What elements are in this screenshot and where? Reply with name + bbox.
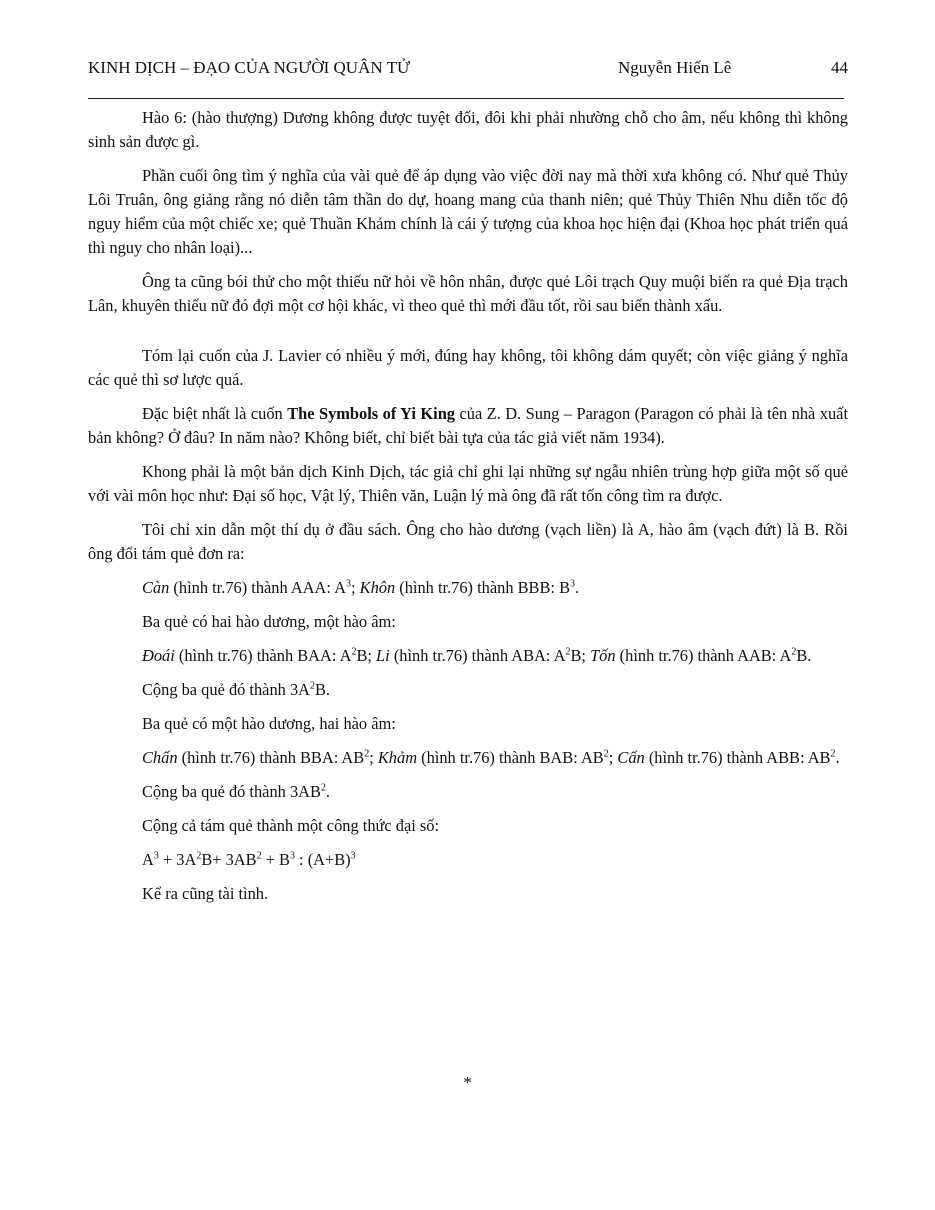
paragraph: Phần cuối ông tìm ý nghĩa của vài quẻ để áp dụng vào việc đời nay mà thời xưa không có. Như quẻ Thủy Lôi Truân, ông giảng rằng nó diễn tâm thần do dự, hoang mang của thanh niên; quẻ Thủy Thiên Nhu diễn tốc độ nguy hiểm của một chiếc xe; quẻ Thuần Khảm chính là cái ý tượng của khoa học hiện đại (Khoa học phát triển quá thì nguy cho nhân loại)...	[88, 166, 848, 257]
algebra-formula: $A^3 + 3A^2B+ 3AB^2 + B^3$ : $(A+B)^3$	[142, 850, 356, 869]
paragraph: Ba quẻ có một hào dương, hai hào âm:	[142, 714, 396, 733]
formula-line: Càn (hình tr.76) thành AAA: $A^3$; Khôn (hình tr.76) thành BBB: $B^3$.	[142, 578, 580, 597]
paragraph: Cộng cả tám quẻ thành một công thức đại số:	[142, 816, 440, 835]
paragraph: Tóm lại cuốn của J. Lavier có nhiều ý mới, đúng hay không, tôi không dám quyết; còn việc giảng ý nghĩa các quẻ thì sơ lược quá.	[88, 346, 848, 389]
body-text	[88, 106, 848, 916]
section-separator: *	[463, 1073, 472, 1092]
paragraph: Kể ra cũng tài tình.	[142, 884, 269, 903]
paragraph: Khong phải là một bản dịch Kinh Dịch, tác giả chỉ ghi lại những sự ngẫu nhiên trùng hợp giữa một số quẻ với vài môn học như: Đại số học, Vật lý, Thiên văn, Luận lý mà ông đã rất tốn công tìm ra được.	[88, 462, 848, 505]
paragraph: Đặc biệt nhất là cuốn The Symbols of Yi King của Z. D. Sung – Paragon (Paragon có phải là tên nhà xuất bản không? Ở đâu? In năm nào? Không biết, chỉ biết bài tựa của tác giả viết năm 1934).	[88, 404, 848, 447]
paragraph: Hào 6: (hào thượng) Dương không được tuyệt đối, đôi khi phải nhường chỗ cho âm, nếu không thì không sinh sản được gì.	[88, 108, 848, 151]
page-header	[88, 58, 848, 80]
book-title-bold: The Symbols of Yi King	[287, 404, 456, 423]
formula-line: Chấn (hình tr.76) thành BBA: $AB^2$; Khảm (hình tr.76) thành BAB: $AB^2$; Cấn (hình tr.76) thành ABB: $AB^2$.	[142, 748, 840, 767]
formula-line: Cộng ba quẻ đó thành $3A^2B$.	[142, 680, 331, 699]
paragraph: Ba quẻ có hai hào dương, một hào âm:	[142, 612, 396, 631]
formula-line: Cộng ba quẻ đó thành $3AB^2$.	[142, 782, 331, 801]
header-divider	[88, 98, 844, 99]
paragraph: Ông ta cũng bói thử cho một thiếu nữ hỏi về hôn nhân, được quẻ Lôi trạch Quy muội biến ra quẻ Địa trạch Lân, khuyên thiếu nữ đó đợi một cơ hội khác, vì theo quẻ thì mới đầu tốt, rồi sau biến thành xấu.	[88, 272, 848, 315]
paragraph: Tôi chỉ xin dẫn một thí dụ ở đầu sách. Ông cho hào dương (vạch liền) là A, hào âm (vạch đứt) là B. Rồi ông đổi tám quẻ đơn ra:	[88, 520, 848, 563]
author-name: Nguyễn Hiến Lê	[618, 58, 732, 77]
formula-line: Đoái (hình tr.76) thành BAA: $A^2B$; Li (hình tr.76) thành ABA: $A^2B$; Tốn (hình tr.76) thành AAB: $A^2B$.	[142, 646, 812, 665]
book-title: KINH DỊCH – ĐẠO CỦA NGƯỜI QUÂN TỬ	[88, 58, 411, 77]
page-number: 44	[831, 58, 848, 77]
